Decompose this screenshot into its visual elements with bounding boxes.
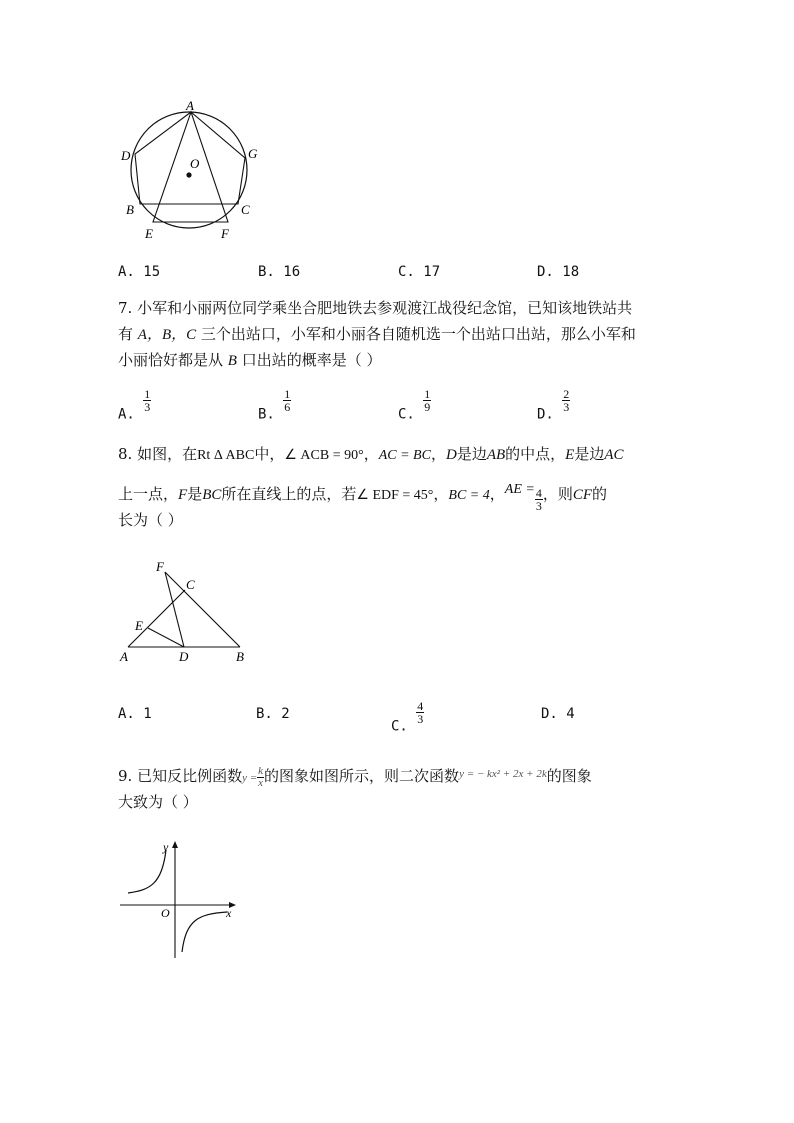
q7-option-a: A. $\frac{1}{3}$	[118, 387, 151, 423]
label-c: C	[186, 577, 195, 592]
q8-option-d: D. 4	[541, 706, 575, 722]
label-d: D	[179, 649, 189, 664]
q7-option-d: D. $\frac{2}{3}$	[537, 387, 570, 423]
q6-option-d: D. 18	[537, 264, 580, 280]
segment-ed	[148, 628, 184, 647]
hyperbola-branch-q4	[182, 912, 227, 952]
q7-option-b: B. $\frac{1}{6}$	[258, 387, 291, 423]
q8-option-c: C. $\frac{4}{3}$	[391, 699, 424, 735]
segment-fd	[165, 572, 184, 647]
q6-option-a: A. 15	[118, 264, 161, 280]
label-b: B	[126, 202, 134, 217]
q8-line-1: 8. 如图，在Rt Δ ABC中，∠ ACB = 90°，AC = BC，D是边AB的中点，E是边AC	[118, 445, 624, 463]
circle-o	[131, 112, 247, 228]
label-e: E	[145, 226, 153, 241]
q6-option-c: C. 17	[398, 264, 441, 280]
label-f: F	[156, 559, 164, 574]
q8-line-2: 上一点，F是BC所在直线上的点，若∠ EDF = 45°，BC = 4，AE = $\frac{4}{3}$ ，则CF的	[118, 482, 608, 513]
q8-line-3: 长为（ ）	[118, 511, 183, 529]
q9-line-1: 9. 已知反比例函数y = $\frac{k}{x}$ 的图象如图所示，则二次函数$^{y = - kx^2 + 2x + 2k}$的图象	[118, 764, 592, 789]
center-point	[186, 172, 191, 177]
q7-option-c: C. $\frac{1}{9}$	[398, 387, 431, 423]
label-g: G	[248, 146, 258, 161]
figure-circle-pentagon	[110, 95, 280, 245]
label-c: C	[241, 202, 250, 217]
label-o: O	[161, 906, 170, 920]
label-x: x	[226, 906, 232, 920]
label-e: E	[135, 618, 143, 633]
label-d: D	[121, 148, 131, 163]
label-a: A	[120, 649, 128, 664]
q7-line-1: 7. 小军和小丽两位同学乘坐合肥地铁去参观渡江战役纪念馆，已知该地铁站共	[118, 299, 633, 317]
segment-fb	[165, 572, 240, 647]
q8-option-a: A. 1	[118, 706, 152, 722]
q9-line-2: 大致为（ ）	[118, 793, 198, 811]
q7-line-2: 有 A，B，C 三个出站口，小军和小丽各自随机选一个出站口出站，那么小军和	[118, 325, 636, 343]
q7-line-3: 小丽恰好都是从 B 口出站的概率是（ ）	[118, 351, 382, 369]
hyperbola-branch-q2	[128, 850, 166, 893]
label-f: F	[221, 226, 229, 241]
q6-option-b: B. 16	[258, 264, 301, 280]
label-y: y	[163, 840, 169, 854]
q8-option-b: B. 2	[256, 706, 290, 722]
label-b: B	[236, 649, 244, 664]
figure-hyperbola	[115, 835, 245, 965]
figure-triangle-abc	[115, 555, 255, 665]
y-axis-arrow	[172, 841, 178, 848]
label-o: O	[190, 156, 200, 171]
label-a: A	[186, 98, 194, 113]
